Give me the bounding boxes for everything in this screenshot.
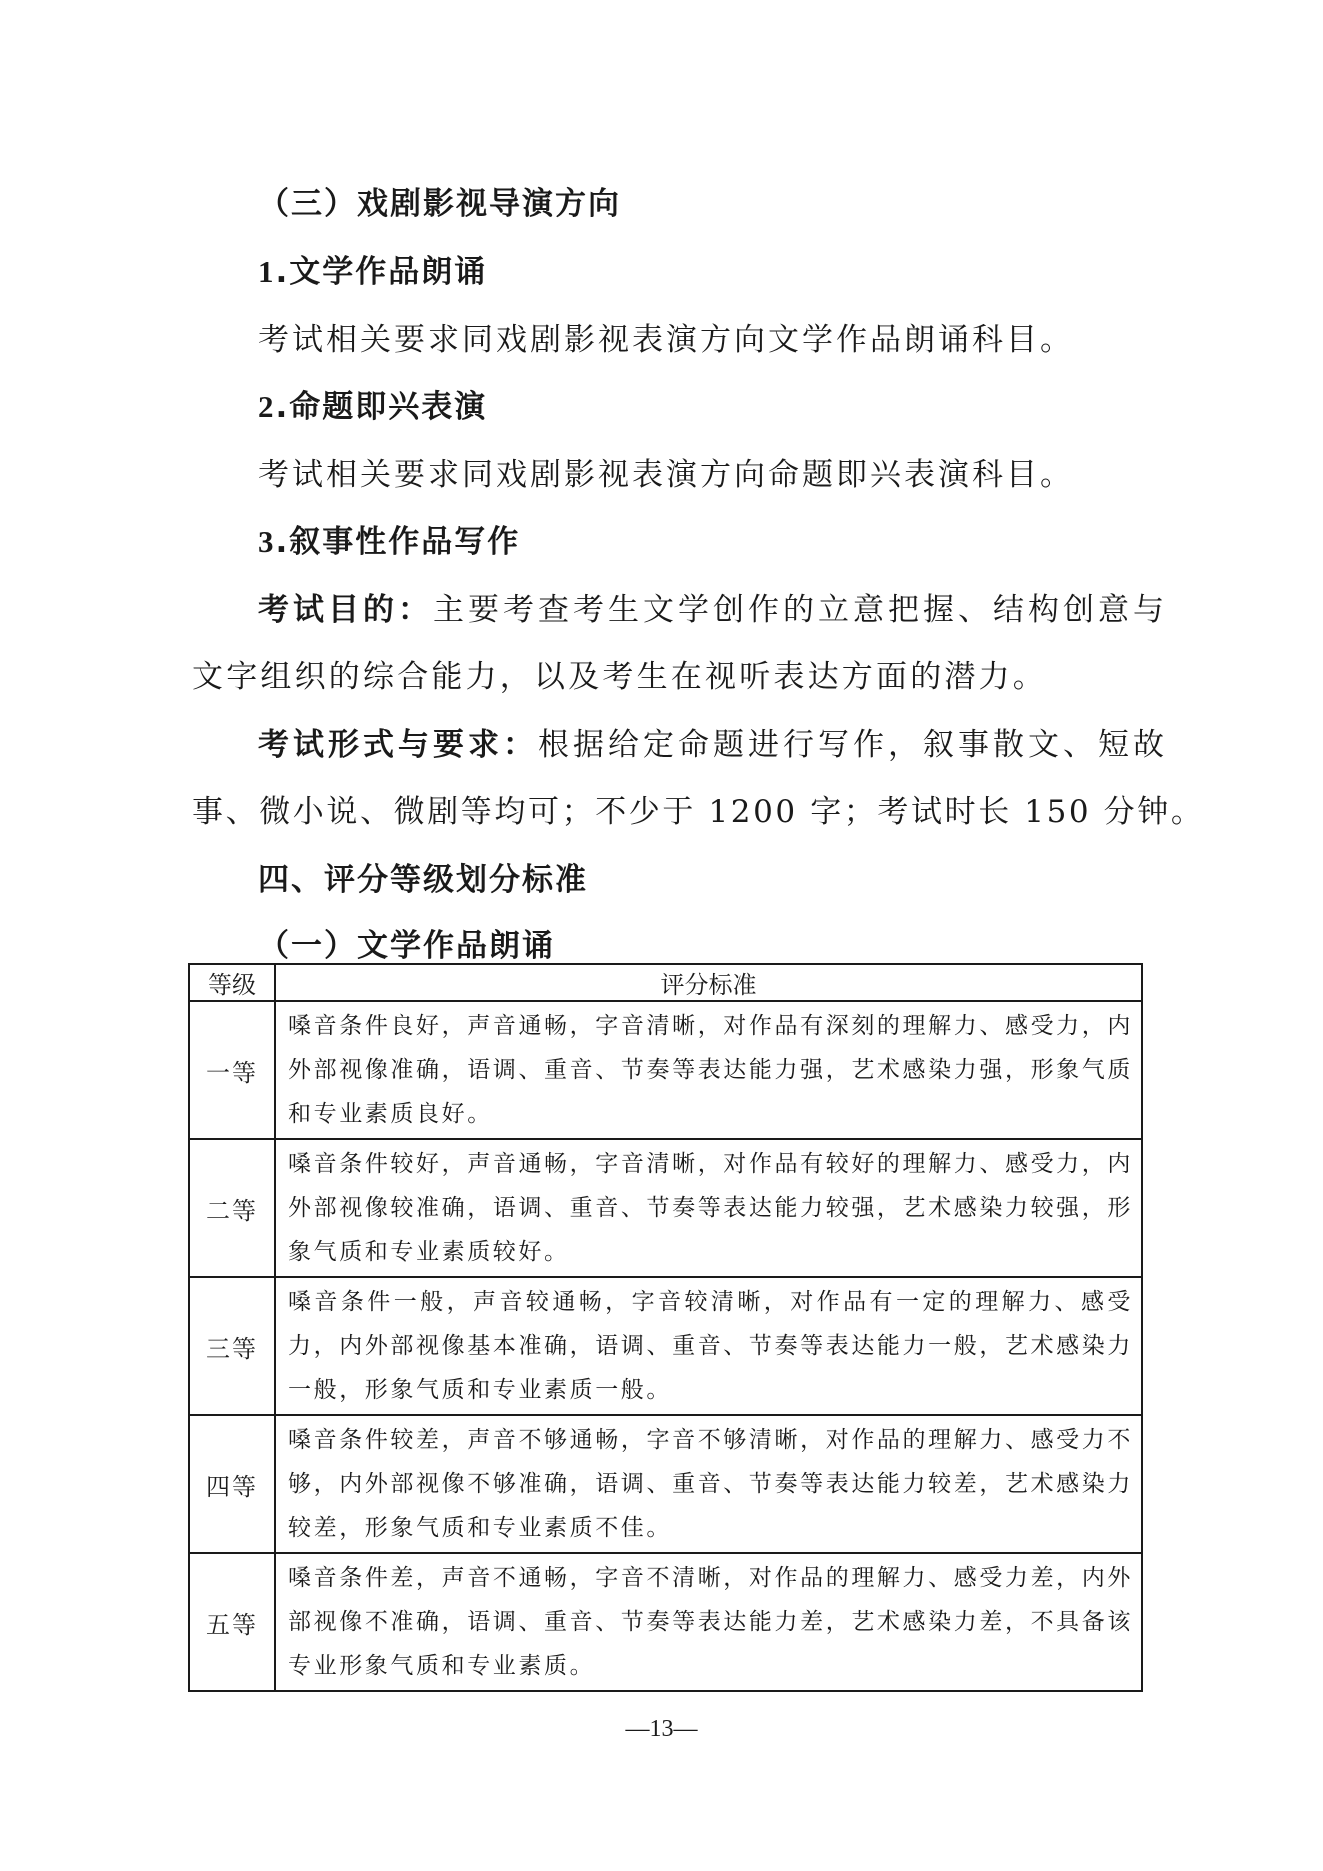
item-2-heading — [258, 381, 487, 426]
criteria-cell: 嗓音条件差，声音不通畅，字音不清晰，对作品的理解力、感受力差，内外部视像不准确，语调、重音、节奏等表达能力差，艺术感染力差，不具备该专业形象气质和专业素质。 — [275, 1553, 1142, 1691]
part-heading: 四、评分等级划分标准 — [258, 862, 588, 898]
purpose-label: 考试目的： — [258, 592, 433, 628]
item-1-heading — [258, 246, 487, 291]
page-number: —13— — [625, 1716, 698, 1742]
grading-table — [188, 963, 1143, 1692]
level-cell: 五等 — [189, 1553, 275, 1691]
item-3-heading — [258, 516, 520, 561]
sub-heading: （一）文学作品朗诵 — [258, 928, 555, 964]
level-cell: 二等 — [189, 1139, 275, 1277]
table-row — [189, 1277, 1142, 1415]
table-row — [189, 1415, 1142, 1553]
item-1-number: 1 — [258, 254, 276, 289]
item-2-number: 2 — [258, 389, 276, 424]
level-cell: 一等 — [189, 1001, 275, 1139]
level-cell: 四等 — [189, 1415, 275, 1553]
item-2-text: 考试相关要求同戏剧影视表演方向命题即兴表演科目。 — [258, 457, 1074, 493]
table-header-row — [189, 964, 1142, 1001]
level-cell: 三等 — [189, 1277, 275, 1415]
format-paragraph — [258, 719, 1168, 764]
item-3-number: 3 — [258, 524, 276, 559]
header-criteria: 评分标准 — [275, 964, 1142, 1001]
purpose-line-1: 主要考查考生文学创作的立意把握、结构创意与 — [433, 592, 1168, 628]
section-heading: （三）戏剧影视导演方向 — [258, 186, 621, 222]
header-level: 等级 — [189, 964, 275, 1001]
item-1-text: 考试相关要求同戏剧影视表演方向文学作品朗诵科目。 — [258, 322, 1074, 358]
criteria-cell: 嗓音条件较好，声音通畅，字音清晰，对作品有较好的理解力、感受力，内外部视像较准确，语调、重音、节奏等表达能力较强，艺术感染力较强，形象气质和专业素质较好。 — [275, 1139, 1142, 1277]
format-line-1: 根据给定命题进行写作，叙事散文、短故 — [538, 727, 1168, 763]
purpose-line-2: 文字组织的综合能力，以及考生在视听表达方面的潜力。 — [192, 659, 1047, 695]
purpose-paragraph — [258, 584, 1168, 629]
table-row — [189, 1139, 1142, 1277]
table-row — [189, 1553, 1142, 1691]
criteria-cell: 嗓音条件一般，声音较通畅，字音较清晰，对作品有一定的理解力、感受力，内外部视像基本准确，语调、重音、节奏等表达能力一般，艺术感染力一般，形象气质和专业素质一般。 — [275, 1277, 1142, 1415]
item-1-title: .文学作品朗诵 — [275, 254, 488, 290]
format-line-2: 事、微小说、微剧等均可；不少于 1200 字；考试时长 150 分钟。 — [192, 794, 1205, 830]
criteria-cell: 嗓音条件良好，声音通畅，字音清晰，对作品有深刻的理解力、感受力，内外部视像准确，语调、重音、节奏等表达能力强，艺术感染力强，形象气质和专业素质良好。 — [275, 1001, 1142, 1139]
table-row — [189, 1001, 1142, 1139]
item-2-title: .命题即兴表演 — [275, 389, 488, 425]
criteria-cell: 嗓音条件较差，声音不够通畅，字音不够清晰，对作品的理解力、感受力不够，内外部视像不够准确，语调、重音、节奏等表达能力较差，艺术感染力较差，形象气质和专业素质不佳。 — [275, 1415, 1142, 1553]
format-label: 考试形式与要求： — [258, 727, 538, 763]
item-3-title: .叙事性作品写作 — [275, 524, 521, 560]
